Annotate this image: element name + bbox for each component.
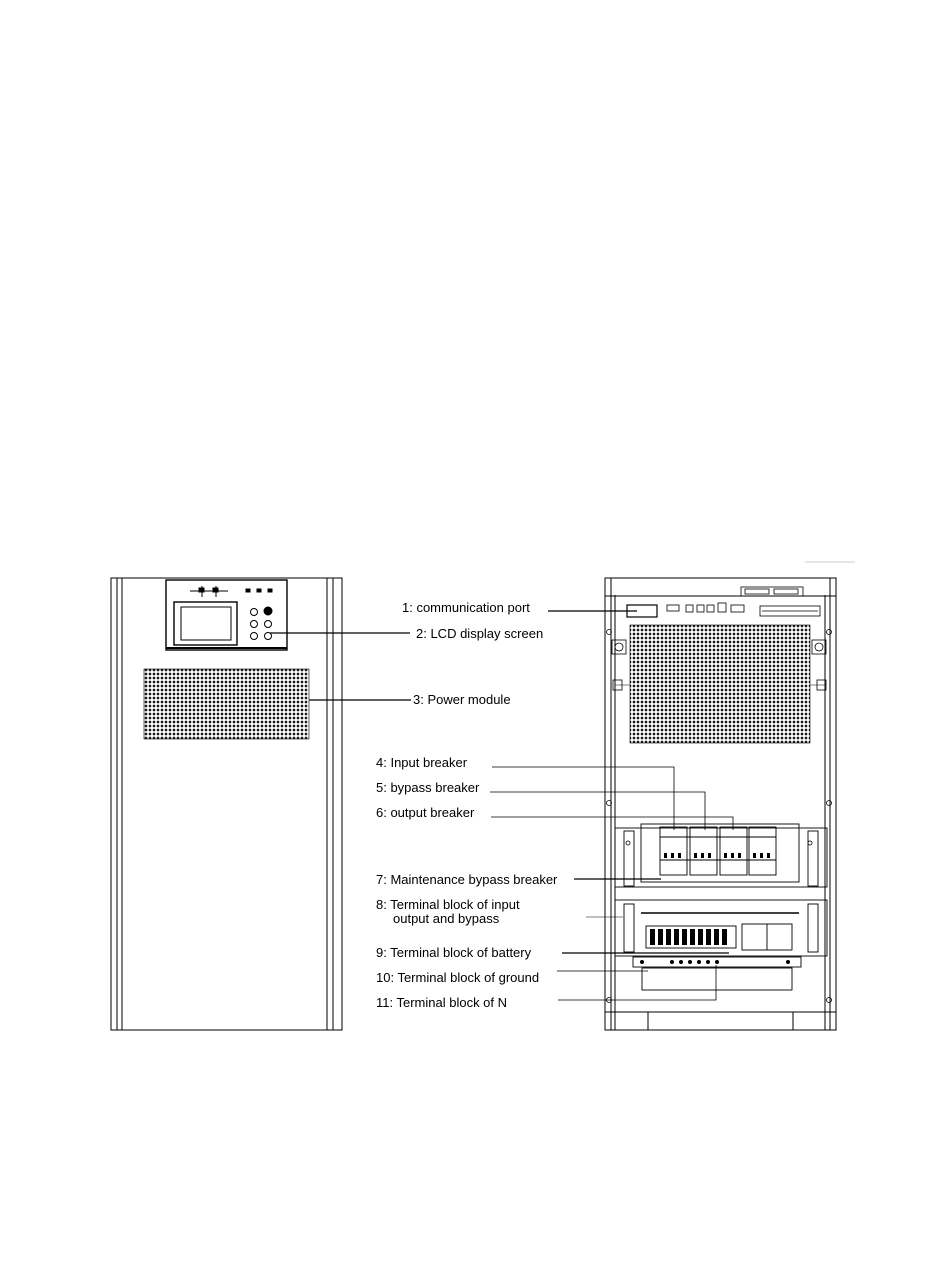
rear-top-connectors	[627, 587, 820, 617]
callout-input-breaker: 4: Input breaker	[376, 755, 468, 770]
front-control-panel	[166, 580, 287, 650]
callout-maintenance-bypass-breaker: 7: Maintenance bypass breaker	[376, 872, 558, 887]
callout-lcd-display-screen: 2: LCD display screen	[416, 626, 544, 641]
callout-terminal-block-n: 11: Terminal block of N	[376, 995, 508, 1010]
callout-terminal-block-input-line2: output and bypass	[393, 911, 500, 926]
callout-terminal-block-ground: 10: Terminal block of ground	[376, 970, 540, 985]
breaker-panel	[615, 824, 827, 887]
callout-terminal-block-battery: 9: Terminal block of battery	[376, 945, 532, 960]
front-power-module-grille	[144, 669, 309, 739]
callout-power-module: 3: Power module	[413, 692, 511, 707]
callout-output-breaker: 6: output breaker	[376, 805, 475, 820]
callout-bypass-breaker: 5: bypass breaker	[376, 780, 480, 795]
rear-power-module-grille	[630, 625, 810, 743]
terminal-block-area	[615, 900, 827, 990]
callout-communication-port: 1: communication port	[402, 600, 530, 615]
callout-terminal-block-input-line1: 8: Terminal block of input	[376, 897, 520, 912]
